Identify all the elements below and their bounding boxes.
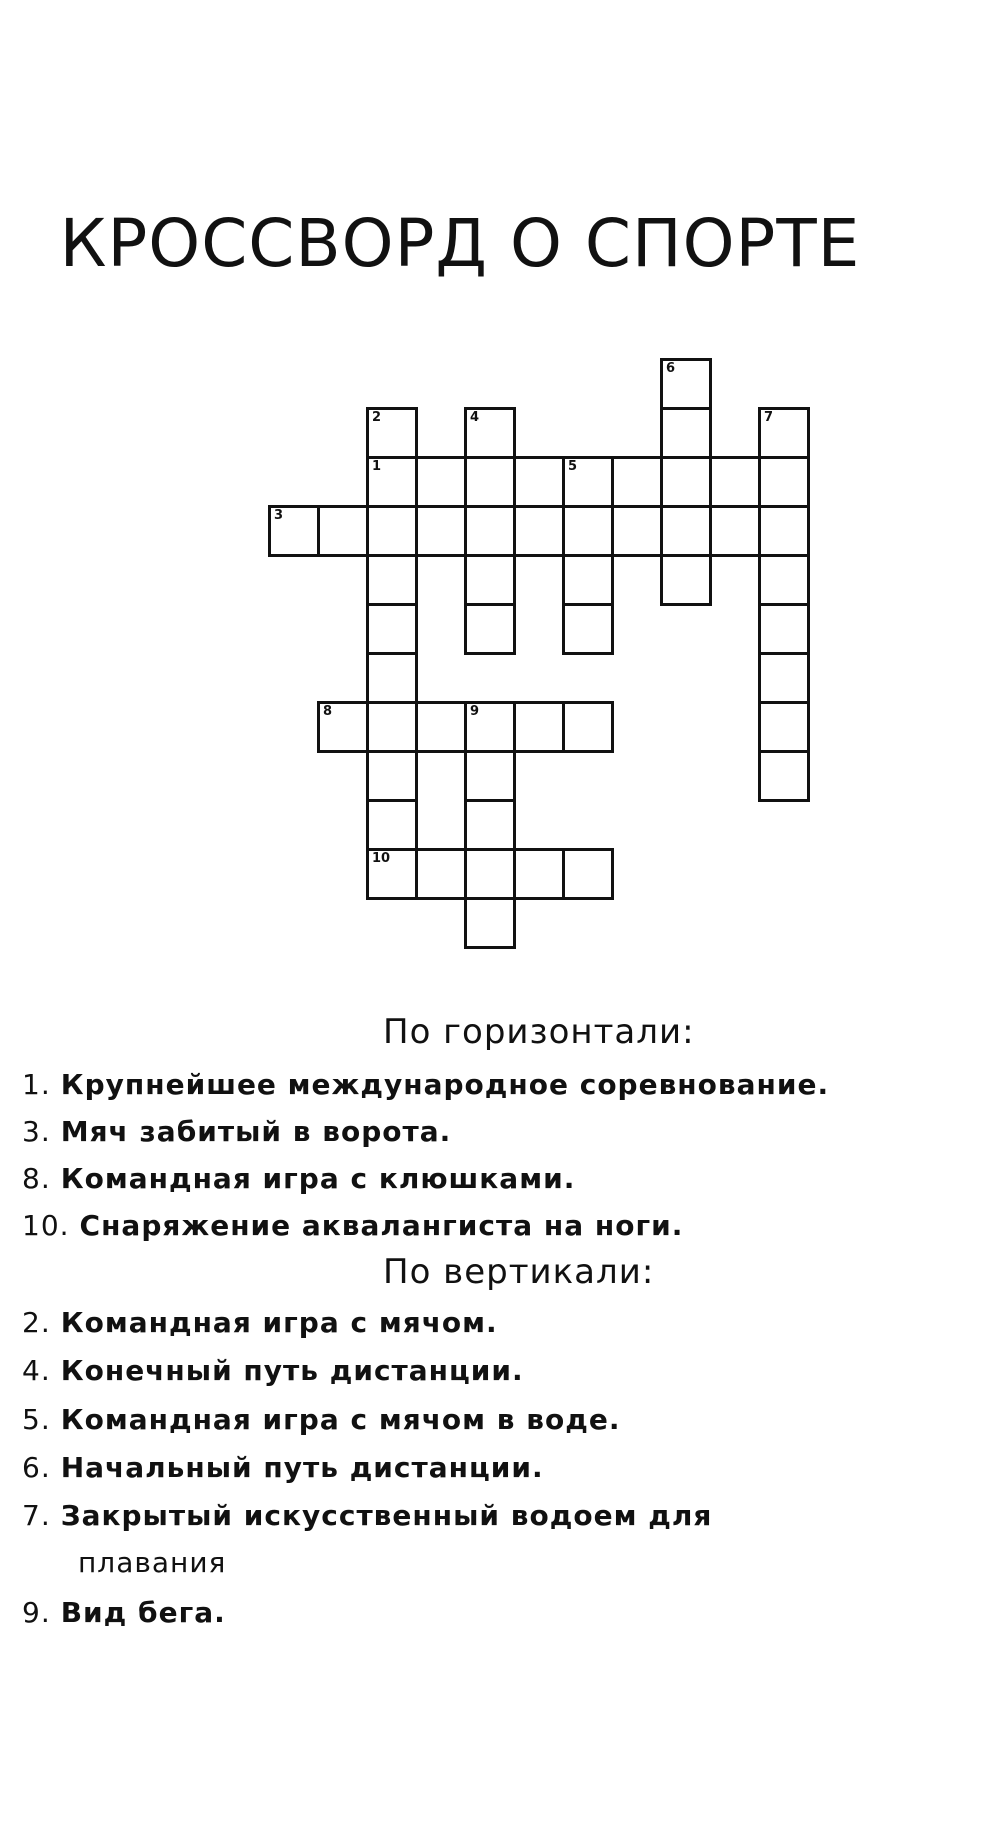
cell-clue-number: 10: [372, 851, 391, 866]
crossword-cell: [464, 897, 516, 949]
crossword-cell-1: [366, 456, 418, 508]
crossword-cell: [758, 505, 810, 557]
cell-clue-number: 3: [274, 508, 284, 523]
clue-text: Вид бега.: [60, 1596, 226, 1629]
crossword-cell: [660, 407, 712, 459]
page-title: КРОССВОРД О СПОРТЕ: [59, 205, 861, 282]
crossword-cell-4: [464, 407, 516, 459]
crossword-cell: [562, 554, 614, 606]
across-clue-8: [22, 1162, 575, 1195]
crossword-cell: [415, 701, 467, 753]
across-heading: По горизонтали:: [383, 1012, 695, 1052]
crossword-cell: [415, 505, 467, 557]
cell-clue-number: 6: [666, 361, 676, 376]
down-clue-7: [22, 1499, 712, 1532]
cell-clue-number: 5: [568, 459, 578, 474]
across-clue-1: [22, 1068, 829, 1101]
crossword-cell: [758, 554, 810, 606]
cell-clue-number: 2: [372, 410, 382, 425]
clue-number: 7.: [22, 1499, 51, 1532]
crossword-cell: [758, 603, 810, 655]
crossword-cell: [562, 505, 614, 557]
across-clue-10: [22, 1209, 683, 1242]
clue-number: 6.: [22, 1451, 51, 1484]
down-clue-9: [22, 1596, 226, 1629]
cell-clue-number: 1: [372, 459, 382, 474]
clue-text: Начальный путь дистанции.: [60, 1451, 544, 1484]
across-clue-3: [22, 1115, 451, 1148]
crossword-cell: [660, 554, 712, 606]
crossword-cell: [562, 848, 614, 900]
crossword-cell: [317, 505, 369, 557]
cell-clue-number: 4: [470, 410, 480, 425]
crossword-cell-6: [660, 358, 712, 410]
crossword-cell: [660, 456, 712, 508]
crossword-cell: [709, 456, 761, 508]
down-heading: По вертикали:: [383, 1252, 655, 1292]
crossword-cell: [513, 456, 565, 508]
clue-number: 4.: [22, 1354, 51, 1387]
down-clue-4: [22, 1354, 524, 1387]
crossword-cell: [611, 456, 663, 508]
crossword-cell: [464, 456, 516, 508]
clue-number: 2.: [22, 1306, 51, 1339]
cell-clue-number: 7: [764, 410, 774, 425]
crossword-cell: [366, 701, 418, 753]
crossword-cell: [464, 505, 516, 557]
clue-text: Конечный путь дистанции.: [60, 1354, 524, 1387]
crossword-cell: [366, 554, 418, 606]
crossword-cell: [464, 554, 516, 606]
crossword-cell-2: [366, 407, 418, 459]
crossword-cell-5: [562, 456, 614, 508]
crossword-cell: [366, 750, 418, 802]
clue-number: 8.: [22, 1162, 51, 1195]
crossword-cell: [464, 603, 516, 655]
clue-text: Командная игра с мячом в воде.: [60, 1403, 621, 1436]
cell-clue-number: 8: [323, 704, 333, 719]
crossword-cell-7: [758, 407, 810, 459]
crossword-cell: [611, 505, 663, 557]
down-clue-5: [22, 1403, 620, 1436]
crossword-cell: [415, 456, 467, 508]
clue-number: 9.: [22, 1596, 51, 1629]
crossword-cell: [464, 799, 516, 851]
down-clue-2: [22, 1306, 498, 1339]
clue-number: 1.: [22, 1068, 51, 1101]
clue-text: Снаряжение аквалангиста на ноги.: [79, 1209, 684, 1242]
crossword-cell: [464, 848, 516, 900]
crossword-cell-10: [366, 848, 418, 900]
crossword-cell-3: [268, 505, 320, 557]
crossword-cell: [366, 603, 418, 655]
crossword-cell: [758, 750, 810, 802]
down-clue-6: [22, 1451, 544, 1484]
crossword-cell: [415, 848, 467, 900]
clue-text: Командная игра с мячом.: [60, 1306, 498, 1339]
down-clue-7-continuation: плавания: [78, 1546, 227, 1579]
crossword-cell-9: [464, 701, 516, 753]
crossword-cell: [513, 701, 565, 753]
clue-text: Мяч забитый в ворота.: [60, 1115, 452, 1148]
clue-number: 5.: [22, 1403, 51, 1436]
crossword-cell-8: [317, 701, 369, 753]
crossword-cell: [709, 505, 761, 557]
crossword-cell: [464, 750, 516, 802]
crossword-cell: [758, 456, 810, 508]
crossword-cell: [366, 799, 418, 851]
clue-text: Командная игра с клюшками.: [60, 1162, 576, 1195]
crossword-cell: [366, 505, 418, 557]
cell-clue-number: 9: [470, 704, 480, 719]
clue-number: 3.: [22, 1115, 51, 1148]
crossword-cell: [758, 701, 810, 753]
crossword-cell: [366, 652, 418, 704]
crossword-cell: [513, 505, 565, 557]
crossword-cell: [513, 848, 565, 900]
clue-text: Закрытый искусственный водоем для: [60, 1499, 713, 1532]
clue-number: 10.: [22, 1209, 70, 1242]
crossword-cell: [562, 603, 614, 655]
clue-text: Крупнейшее международное соревнование.: [60, 1068, 830, 1101]
crossword-cell: [562, 701, 614, 753]
crossword-cell: [660, 505, 712, 557]
crossword-cell: [758, 652, 810, 704]
